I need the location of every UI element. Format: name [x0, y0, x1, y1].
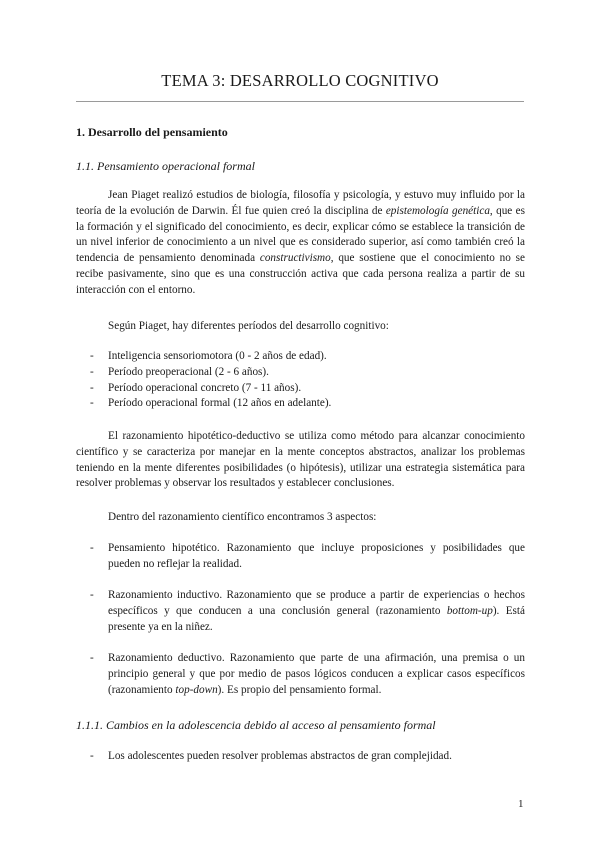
aspects-list	[76, 541, 525, 714]
paragraph-reasoning	[76, 429, 525, 492]
subsection-heading: 1.1. Pensamiento operacional formal	[76, 159, 255, 173]
dash-bullet: -	[90, 589, 94, 602]
paragraph-piaget-text-3: , que sostiene que el conocimiento no se recibe pasivamente, sino que es una construcción activa que cada persona realiza a partir de su interacción con el entorno.	[76, 252, 526, 296]
paragraph-piaget-text-1: Jean Piaget realizó estudios de biología, filosofía y psicología, y estuvo muy influido por la teoría de la evolución de Darwin. Él fue quien creó la disciplina de	[76, 189, 525, 217]
term-epistemologia: epistemología genética	[385, 204, 490, 217]
subsubsection-heading: 1.1.1. Cambios en la adolescencia debido al acceso al pensamiento formal	[76, 718, 436, 732]
term-top-down: top-down	[175, 683, 218, 696]
list-item	[76, 381, 525, 397]
list-item-text: Período preoperacional (2 - 6 años).	[108, 365, 269, 378]
adolescence-list	[76, 749, 525, 765]
periods-list	[76, 349, 525, 412]
title-divider	[76, 101, 524, 102]
list-item	[76, 541, 525, 573]
aspect-inductive-text-1: Razonamiento inductivo. Razonamiento que se produce a partir de experiencias o hechos específicos y que conducen a una conclusión general (razonamiento	[108, 589, 525, 617]
list-item	[76, 588, 525, 635]
document-title: TEMA 3: DESARROLLO COGNITIVO	[161, 71, 439, 90]
dash-bullet: -	[90, 350, 94, 362]
dash-bullet: -	[90, 381, 94, 394]
dash-bullet: -	[90, 750, 94, 762]
term-bottom-up: bottom-up	[446, 604, 493, 617]
dash-bullet: -	[90, 652, 94, 665]
paragraph-reasoning-text: El razonamiento hipotético-deductivo se utiliza como método para alcanzar conocimiento científico y se caracteriza por manejar en la mente conceptos abstractos, analizar los problemas teniendo en la mente diferentes posibilidades (o hipótesis), utilizar una estrategia sistemática para resolver problemas y observar los resultados y establecer conclusiones.	[76, 430, 525, 490]
list-item-text: Inteligencia sensoriomotora (0 - 2 años de edad).	[108, 350, 327, 362]
list-item	[76, 651, 525, 698]
section-heading: 1. Desarrollo del pensamiento	[76, 125, 228, 139]
list-item-text: Período operacional concreto (7 - 11 años).	[108, 381, 302, 394]
aspect-inductive-text-2: ). Está presente ya en la niñez.	[108, 604, 525, 633]
paragraph-aspects-intro: Dentro del razonamiento científico encontramos 3 aspectos:	[108, 511, 377, 523]
list-item-text: Los adolescentes pueden resolver problemas abstractos de gran complejidad.	[108, 750, 452, 762]
list-item-text: Período operacional formal (12 años en adelante).	[108, 397, 332, 410]
paragraph-piaget-text-2: , que es la formación y el significado del conocimiento, es decir, explicar cómo se establece la transición de un nivel inferior de conocimiento a un nivel que es considerado superior, así como también creó la tendencia de pensamiento denominada	[76, 204, 525, 265]
aspect-deductive-text-2: ). Es propio del pensamiento formal.	[217, 683, 382, 696]
term-constructivismo: constructivismo	[259, 252, 331, 265]
paragraph-piaget	[76, 188, 525, 299]
list-item	[76, 749, 525, 765]
dash-bullet: -	[90, 542, 94, 554]
aspect-deductive-text-1: Razonamiento deductivo. Razonamiento que parte de una afirmación, una premisa o un principio general y que por medio de pasos lógicos conducen a explicar casos específicos (razonamiento	[108, 652, 525, 696]
dash-bullet: -	[90, 365, 94, 378]
dash-bullet: -	[90, 397, 94, 410]
aspect-hypothetical: Pensamiento hipotético. Razonamiento que incluye proposiciones y posibilidades que pueden no reflejar la realidad.	[108, 542, 525, 570]
list-item	[76, 396, 525, 412]
list-item	[76, 365, 525, 381]
list-item	[76, 349, 525, 365]
paragraph-periods-intro: Según Piaget, hay diferentes períodos del desarrollo cognitivo:	[108, 320, 389, 332]
page-number: 1	[518, 798, 524, 810]
